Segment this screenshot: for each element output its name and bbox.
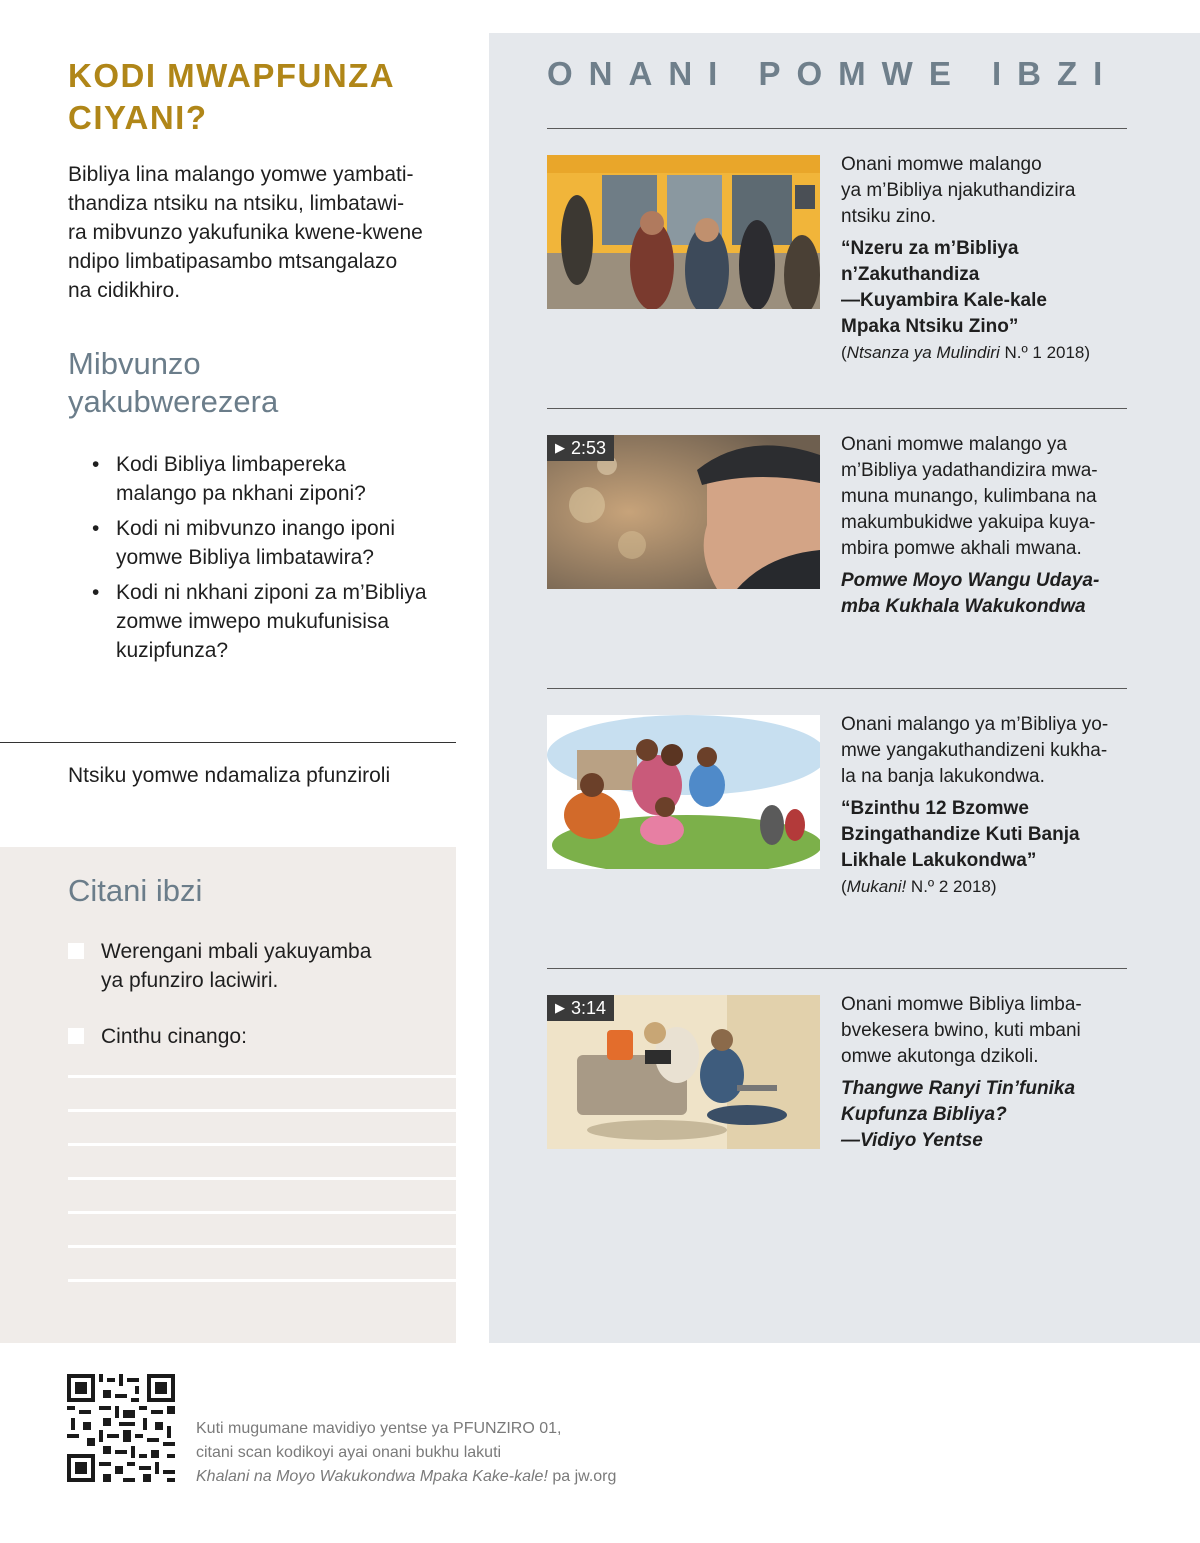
- family-image: [547, 715, 820, 869]
- video-card-2: [841, 432, 1131, 620]
- article-thumbnail[interactable]: [547, 155, 820, 309]
- question-text: Kodi ni nkhani ziponi za m’Bibliya: [116, 581, 427, 604]
- bullet-icon: •: [92, 517, 100, 540]
- task-label: Cinthu cinango:: [101, 1025, 247, 1048]
- play-icon: ▶: [555, 1000, 565, 1015]
- write-in-line[interactable]: [68, 1075, 456, 1078]
- list-item: [92, 578, 462, 665]
- title-line: “Bzinthu 12 Bzomwe: [841, 798, 1029, 819]
- video-title-link[interactable]: [841, 568, 1131, 620]
- review-questions-heading: [68, 345, 278, 421]
- title-line: Likhale Lakukondwa”: [841, 850, 1037, 871]
- book-title: Khalani na Moyo Wakukondwa Mpaka Kake-kale!: [196, 1468, 548, 1485]
- intro-line: na cidikhiro.: [68, 279, 181, 302]
- article-card-1: [841, 152, 1131, 365]
- issue-number: N.º 1 2018): [999, 343, 1091, 362]
- title-line: —Kuyambira Kale-kale: [841, 290, 1047, 311]
- desc-line: m’Bibliya yadathandizira mwa-: [841, 460, 1098, 481]
- divider: [547, 128, 1127, 129]
- desc-line: mwe yangakuthandizeni kukha-: [841, 740, 1108, 761]
- publication-name: Mukani!: [846, 877, 907, 896]
- video-card-4: [841, 992, 1131, 1154]
- write-in-line[interactable]: [68, 1177, 456, 1180]
- question-text: kuzipfunza?: [116, 639, 229, 662]
- website-link[interactable]: pa jw.org: [547, 1468, 617, 1485]
- question-text: yomwe Bibliya limbatawira?: [116, 546, 374, 569]
- video-title-link[interactable]: [841, 1076, 1131, 1154]
- write-in-line[interactable]: [68, 1109, 456, 1112]
- item-description: [841, 152, 1131, 230]
- bullet-icon: •: [92, 581, 100, 604]
- tasks-panel: [0, 847, 456, 1343]
- video-duration-badge: [547, 995, 614, 1021]
- desc-line: ntsiku zino.: [841, 206, 937, 227]
- paren: (: [841, 343, 847, 362]
- task-checkbox-item[interactable]: [68, 1022, 247, 1051]
- tasks-heading: Citani ibzi: [68, 873, 203, 908]
- issue-number: N.º 2 2018): [906, 877, 997, 896]
- list-item: [92, 514, 462, 572]
- article-title-link[interactable]: [841, 796, 1131, 874]
- intro-line: thandiza ntsiku na ntsiku, limbatawi-: [68, 192, 405, 215]
- write-in-line[interactable]: [68, 1143, 456, 1146]
- lesson-question-heading: [68, 55, 395, 139]
- checkbox[interactable]: [68, 943, 84, 959]
- review-heading-line-1: Mibvunzo: [68, 346, 201, 381]
- title-line: mba Kukhala Wakukondwa: [841, 596, 1086, 617]
- intro-line: ra mibvunzo yakufunika kwene-kwene: [68, 221, 423, 244]
- footer-line: Kuti mugumane mavidiyo yentse ya PFUNZIRO 01,: [196, 1420, 562, 1437]
- publication-name: Ntsanza ya Mulindiri: [846, 343, 1000, 362]
- title-line: —Vidiyo Yentse: [841, 1130, 983, 1151]
- desc-line: makumbukidwe yakuipa kuya-: [841, 512, 1096, 533]
- finish-date-line: [0, 742, 456, 743]
- desc-line: muna munango, kulimbana na: [841, 486, 1097, 507]
- divider: [547, 688, 1127, 689]
- intro-paragraph: [68, 160, 458, 305]
- article-source: [841, 340, 1131, 365]
- bullet-icon: •: [92, 453, 100, 476]
- desc-line: Onani momwe Bibliya limba-: [841, 994, 1082, 1015]
- title-line: Mpaka Ntsiku Zino”: [841, 316, 1019, 337]
- title-line: Bzingathandize Kuti Banja: [841, 824, 1080, 845]
- write-in-line[interactable]: [68, 1211, 456, 1214]
- play-icon: ▶: [555, 440, 565, 455]
- write-in-line[interactable]: [68, 1279, 456, 1282]
- desc-line: mbira pomwe akhali mwana.: [841, 538, 1082, 559]
- video-thumbnail[interactable]: [547, 995, 820, 1149]
- divider: [547, 408, 1127, 409]
- write-in-line[interactable]: [68, 1245, 456, 1248]
- finish-date-label: Ntsiku yomwe ndamaliza pfunziroli: [68, 764, 391, 787]
- qr-code-icon[interactable]: [67, 1374, 175, 1482]
- task-label: [101, 937, 371, 995]
- footer-line: citani scan kodikoyi ayai onani bukhu lakuti: [196, 1444, 502, 1461]
- footer-note: [196, 1417, 616, 1489]
- task-line: Werengani mbali yakuyamba: [101, 940, 372, 963]
- title-line: “Nzeru za m’Bibliya: [841, 238, 1019, 259]
- review-questions-list: [92, 450, 462, 671]
- desc-line: Onani malango ya m’Bibliya yo-: [841, 714, 1109, 735]
- list-item: [92, 450, 462, 508]
- video-duration-badge: [547, 435, 614, 461]
- question-text: zomwe imwepo mukufunisisa: [116, 610, 390, 633]
- question-text: Kodi ni mibvunzo inango iponi: [116, 517, 396, 540]
- checkbox[interactable]: [68, 1028, 84, 1044]
- desc-line: la na banja lakukondwa.: [841, 766, 1045, 787]
- question-text: Kodi Bibliya limbapereka: [116, 453, 346, 476]
- task-line: ya pfunziro laciwiri.: [101, 969, 279, 992]
- duration-text: 3:14: [571, 998, 607, 1018]
- item-description: [841, 432, 1131, 562]
- title-line: Pomwe Moyo Wangu Udaya-: [841, 570, 1100, 591]
- desc-line: omwe akutonga dzikoli.: [841, 1046, 1039, 1067]
- footer-line: [196, 1465, 616, 1489]
- train-platform-image: [547, 155, 820, 309]
- question-text: malango pa nkhani ziponi?: [116, 482, 366, 505]
- intro-line: ndipo limbatipasambo mtsangalazo: [68, 250, 398, 273]
- paren: (: [841, 877, 847, 896]
- desc-line: bvekesera bwino, kuti mbani: [841, 1020, 1081, 1041]
- article-card-3: [841, 712, 1131, 899]
- article-source: [841, 874, 1131, 899]
- item-description: [841, 712, 1131, 790]
- video-thumbnail[interactable]: [547, 435, 820, 589]
- task-checkbox-item[interactable]: [68, 937, 371, 995]
- desc-line: Onani momwe malango: [841, 154, 1042, 175]
- item-description: [841, 992, 1131, 1070]
- duration-text: 2:53: [571, 438, 607, 458]
- title-line: Kupfunza Bibliya?: [841, 1104, 1007, 1125]
- desc-line: Onani momwe malango ya: [841, 434, 1067, 455]
- intro-line: Bibliya lina malango yomwe yambati-: [68, 163, 414, 186]
- title-line: Thangwe Ranyi Tin’funika: [841, 1078, 1076, 1099]
- title-line: n’Zakuthandiza: [841, 264, 980, 285]
- see-more-heading: ONANI POMWE IBZI: [547, 55, 1119, 92]
- divider: [547, 968, 1127, 969]
- desc-line: ya m’Bibliya njakuthandizira: [841, 180, 1076, 201]
- review-heading-line-2: yakubwerezera: [68, 384, 279, 419]
- heading-line-1: KODI MWAPFUNZA: [68, 57, 396, 94]
- article-title-link[interactable]: [841, 236, 1131, 340]
- heading-line-2: CIYANI?: [68, 99, 208, 136]
- article-thumbnail[interactable]: [547, 715, 820, 869]
